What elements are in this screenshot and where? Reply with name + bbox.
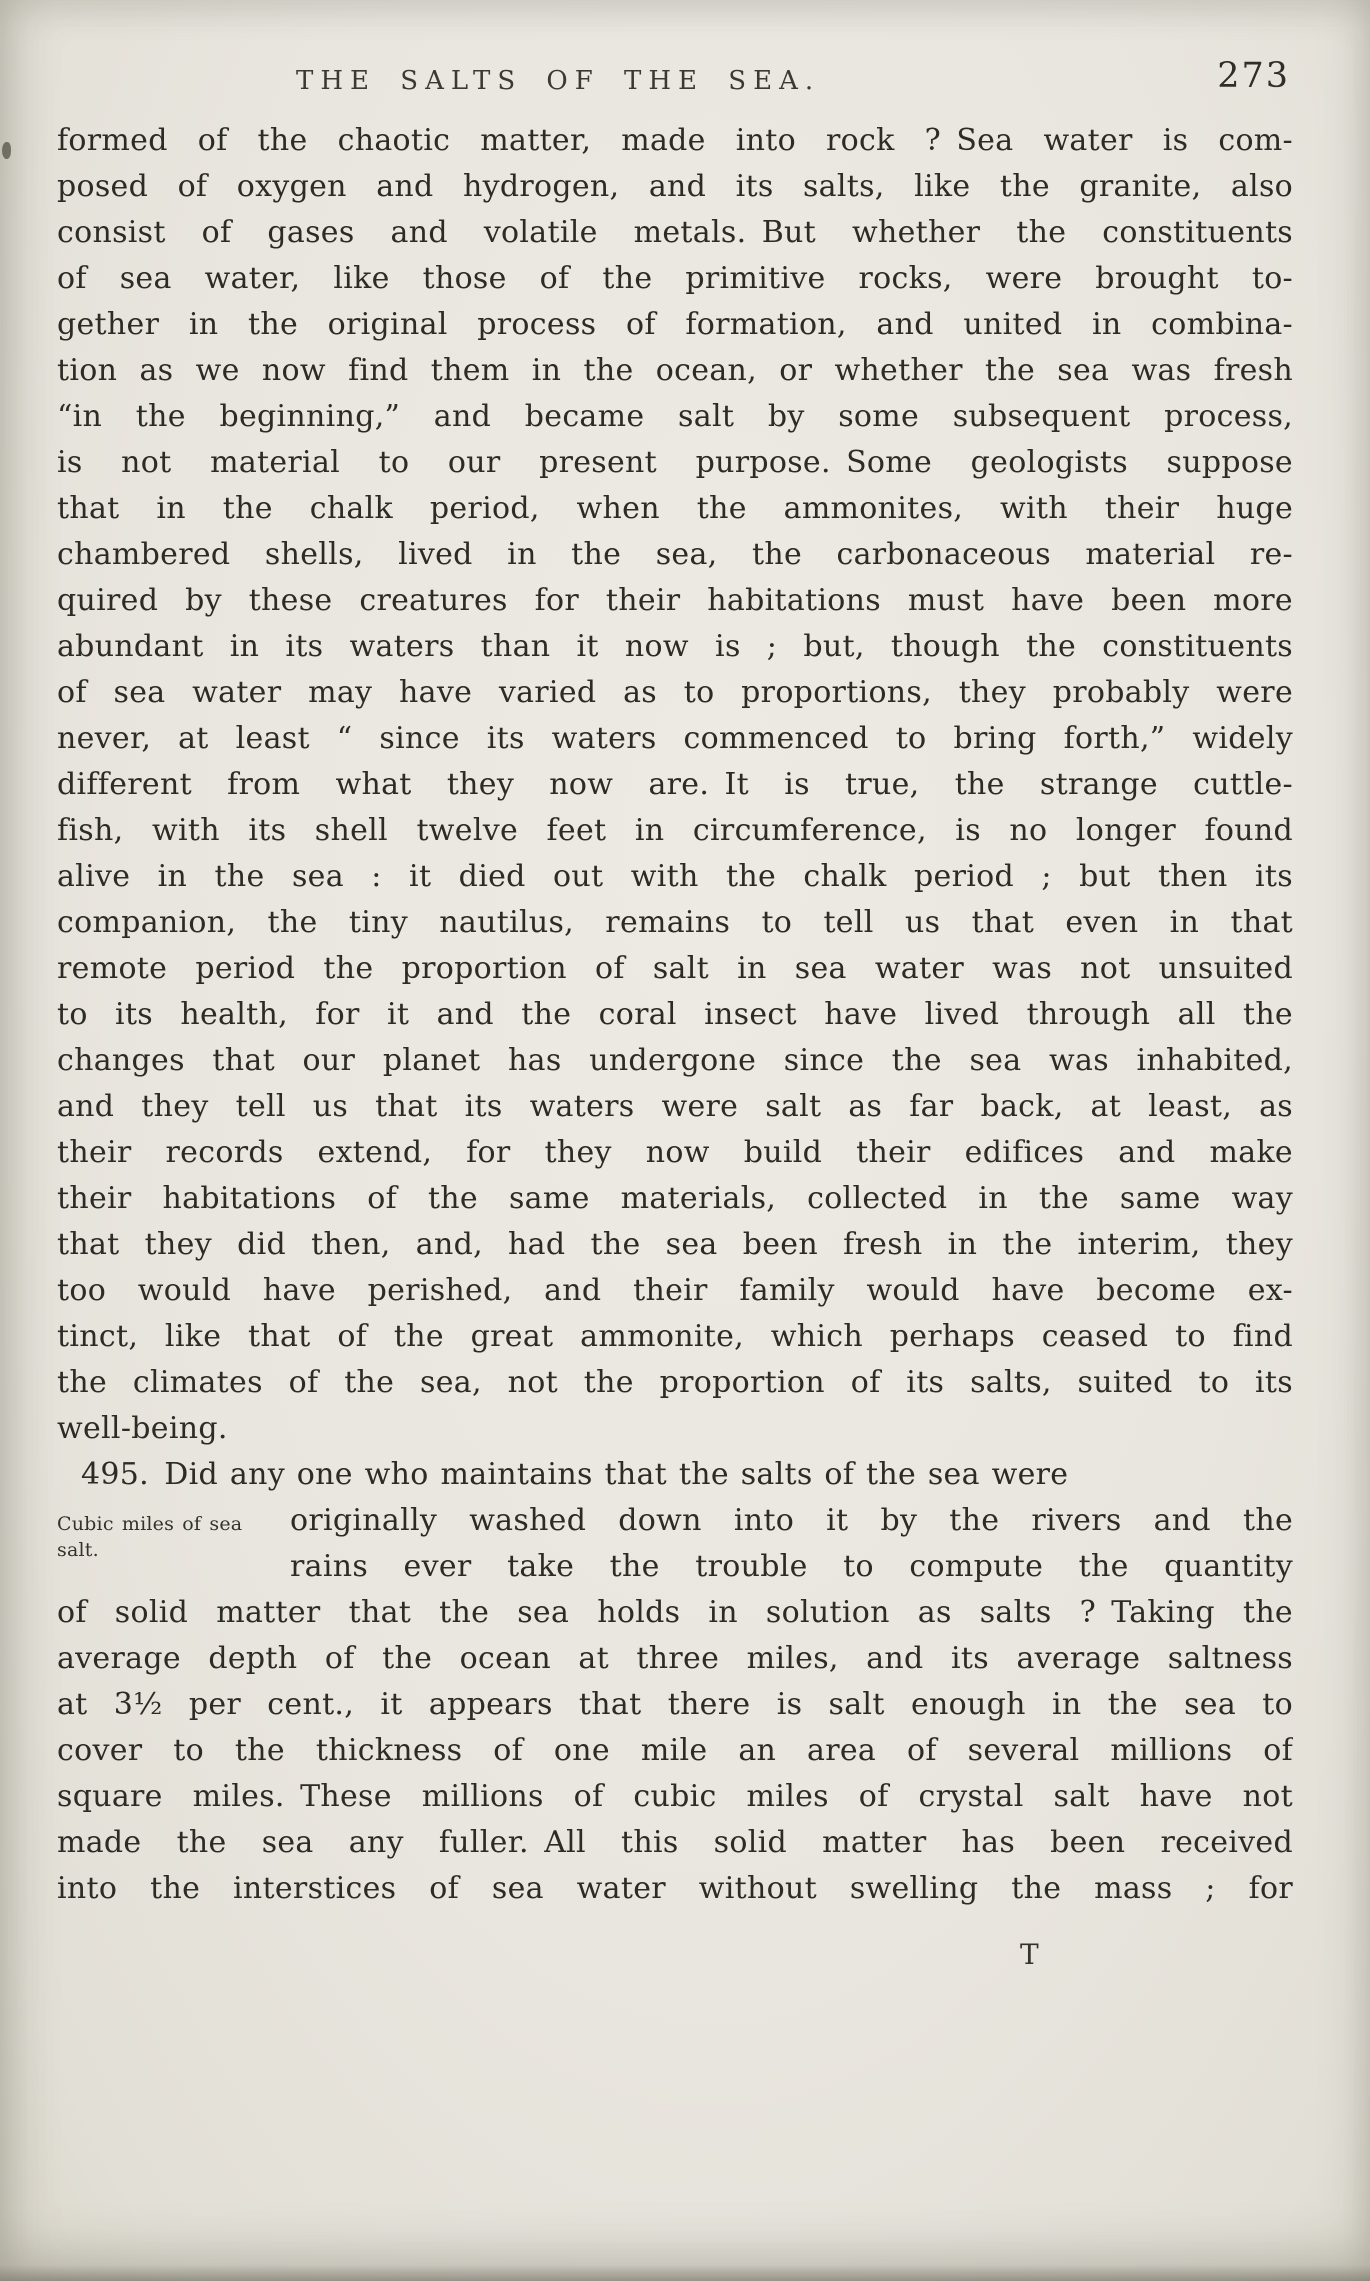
text-line: the climates of the sea, not the proportion of its salts, suited to its — [57, 1365, 1293, 1400]
text-line: quired by these creatures for their habitations must have been more — [57, 583, 1293, 618]
text-line: at 3½ per cent., it appears that there is salt enough in the sea to — [57, 1687, 1293, 1722]
text-line: alive in the sea : it died out with the chalk period ; but then its — [57, 859, 1293, 894]
text-line: changes that our planet has undergone since the sea was inhabited, — [57, 1043, 1293, 1078]
text-line: well-being. — [57, 1411, 228, 1446]
text-line: chambered shells, lived in the sea, the carbonaceous material re- — [57, 537, 1293, 572]
text-line: different from what they now are. It is true, the strange cuttle- — [57, 767, 1293, 802]
text-line: is not material to our present purpose. Some geologists suppose — [57, 445, 1293, 480]
signature-mark: T — [1020, 1938, 1039, 1971]
text-line: companion, the tiny nautilus, remains to tell us that even in that — [57, 905, 1293, 940]
text-line: of sea water may have varied as to proportions, they probably were — [57, 675, 1293, 710]
section-495-first-line: 495. Did any one who maintains that the salts of the sea were — [81, 1457, 1069, 1492]
section-495-body — [57, 1590, 1293, 1912]
paragraph-continuation — [57, 118, 1293, 1452]
section-495-indented-text — [290, 1498, 1293, 1590]
text-line: “in the beginning,” and became salt by some subsequent process, — [57, 399, 1293, 434]
text-line: abundant in its waters than it now is ; but, though the constituents — [57, 629, 1293, 664]
text-line: remote period the proportion of salt in sea water was not unsuited — [57, 951, 1293, 986]
text-line: too would have perished, and their family would have become ex- — [57, 1273, 1293, 1308]
margin-note: Cubic miles of sea salt. — [57, 1513, 243, 1561]
text-line: average depth of the ocean at three miles, and its average saltness — [57, 1641, 1293, 1676]
text-line: tion as we now find them in the ocean, or whether the sea was fresh — [57, 353, 1293, 388]
text-line: cover to the thickness of one mile an area of several millions of — [57, 1733, 1293, 1768]
text-line: of solid matter that the sea holds in solution as salts ? Taking the — [57, 1595, 1293, 1630]
text-line: originally washed down into it by the rivers and the — [290, 1503, 1293, 1538]
text-line: into the interstices of sea water without swelling the mass ; for — [57, 1871, 1293, 1906]
text-line: rains ever take the trouble to compute the quantity — [290, 1549, 1293, 1584]
page-number: 273 — [1217, 56, 1290, 96]
section-495-note-row — [57, 1498, 1293, 1590]
ink-speck — [2, 142, 11, 159]
text-line: fish, with its shell twelve feet in circumference, is no longer found — [57, 813, 1293, 848]
text-block — [57, 118, 1293, 1912]
running-title: THE SALTS OF THE SEA. — [296, 66, 821, 96]
text-line: tinct, like that of the great ammonite, which perhaps ceased to find — [57, 1319, 1293, 1354]
text-line: made the sea any fuller. All this solid matter has been received — [57, 1825, 1293, 1860]
text-line: that they did then, and, had the sea been fresh in the interim, they — [57, 1227, 1293, 1262]
text-line: square miles. These millions of cubic miles of crystal salt have not — [57, 1779, 1293, 1814]
text-line: posed of oxygen and hydrogen, and its salts, like the granite, also — [57, 169, 1293, 204]
text-line: gether in the original process of formation, and united in combina- — [57, 307, 1293, 342]
text-line: consist of gases and volatile metals. But whether the constituents — [57, 215, 1293, 250]
text-line: their habitations of the same materials, collected in the same way — [57, 1181, 1293, 1216]
text-line: that in the chalk period, when the ammonites, with their huge — [57, 491, 1293, 526]
text-line: never, at least “ since its waters commenced to bring forth,” widely — [57, 721, 1293, 756]
text-line: and they tell us that its waters were salt as far back, at least, as — [57, 1089, 1293, 1124]
text-line: formed of the chaotic matter, made into rock ? Sea water is com- — [57, 123, 1293, 158]
section-495 — [57, 1452, 1293, 1912]
text-line: of sea water, like those of the primitive rocks, were brought to- — [57, 261, 1293, 296]
text-line: to its health, for it and the coral insect have lived through all the — [57, 997, 1293, 1032]
page-header — [0, 0, 1370, 120]
text-line: their records extend, for they now build their edifices and make — [57, 1135, 1293, 1170]
